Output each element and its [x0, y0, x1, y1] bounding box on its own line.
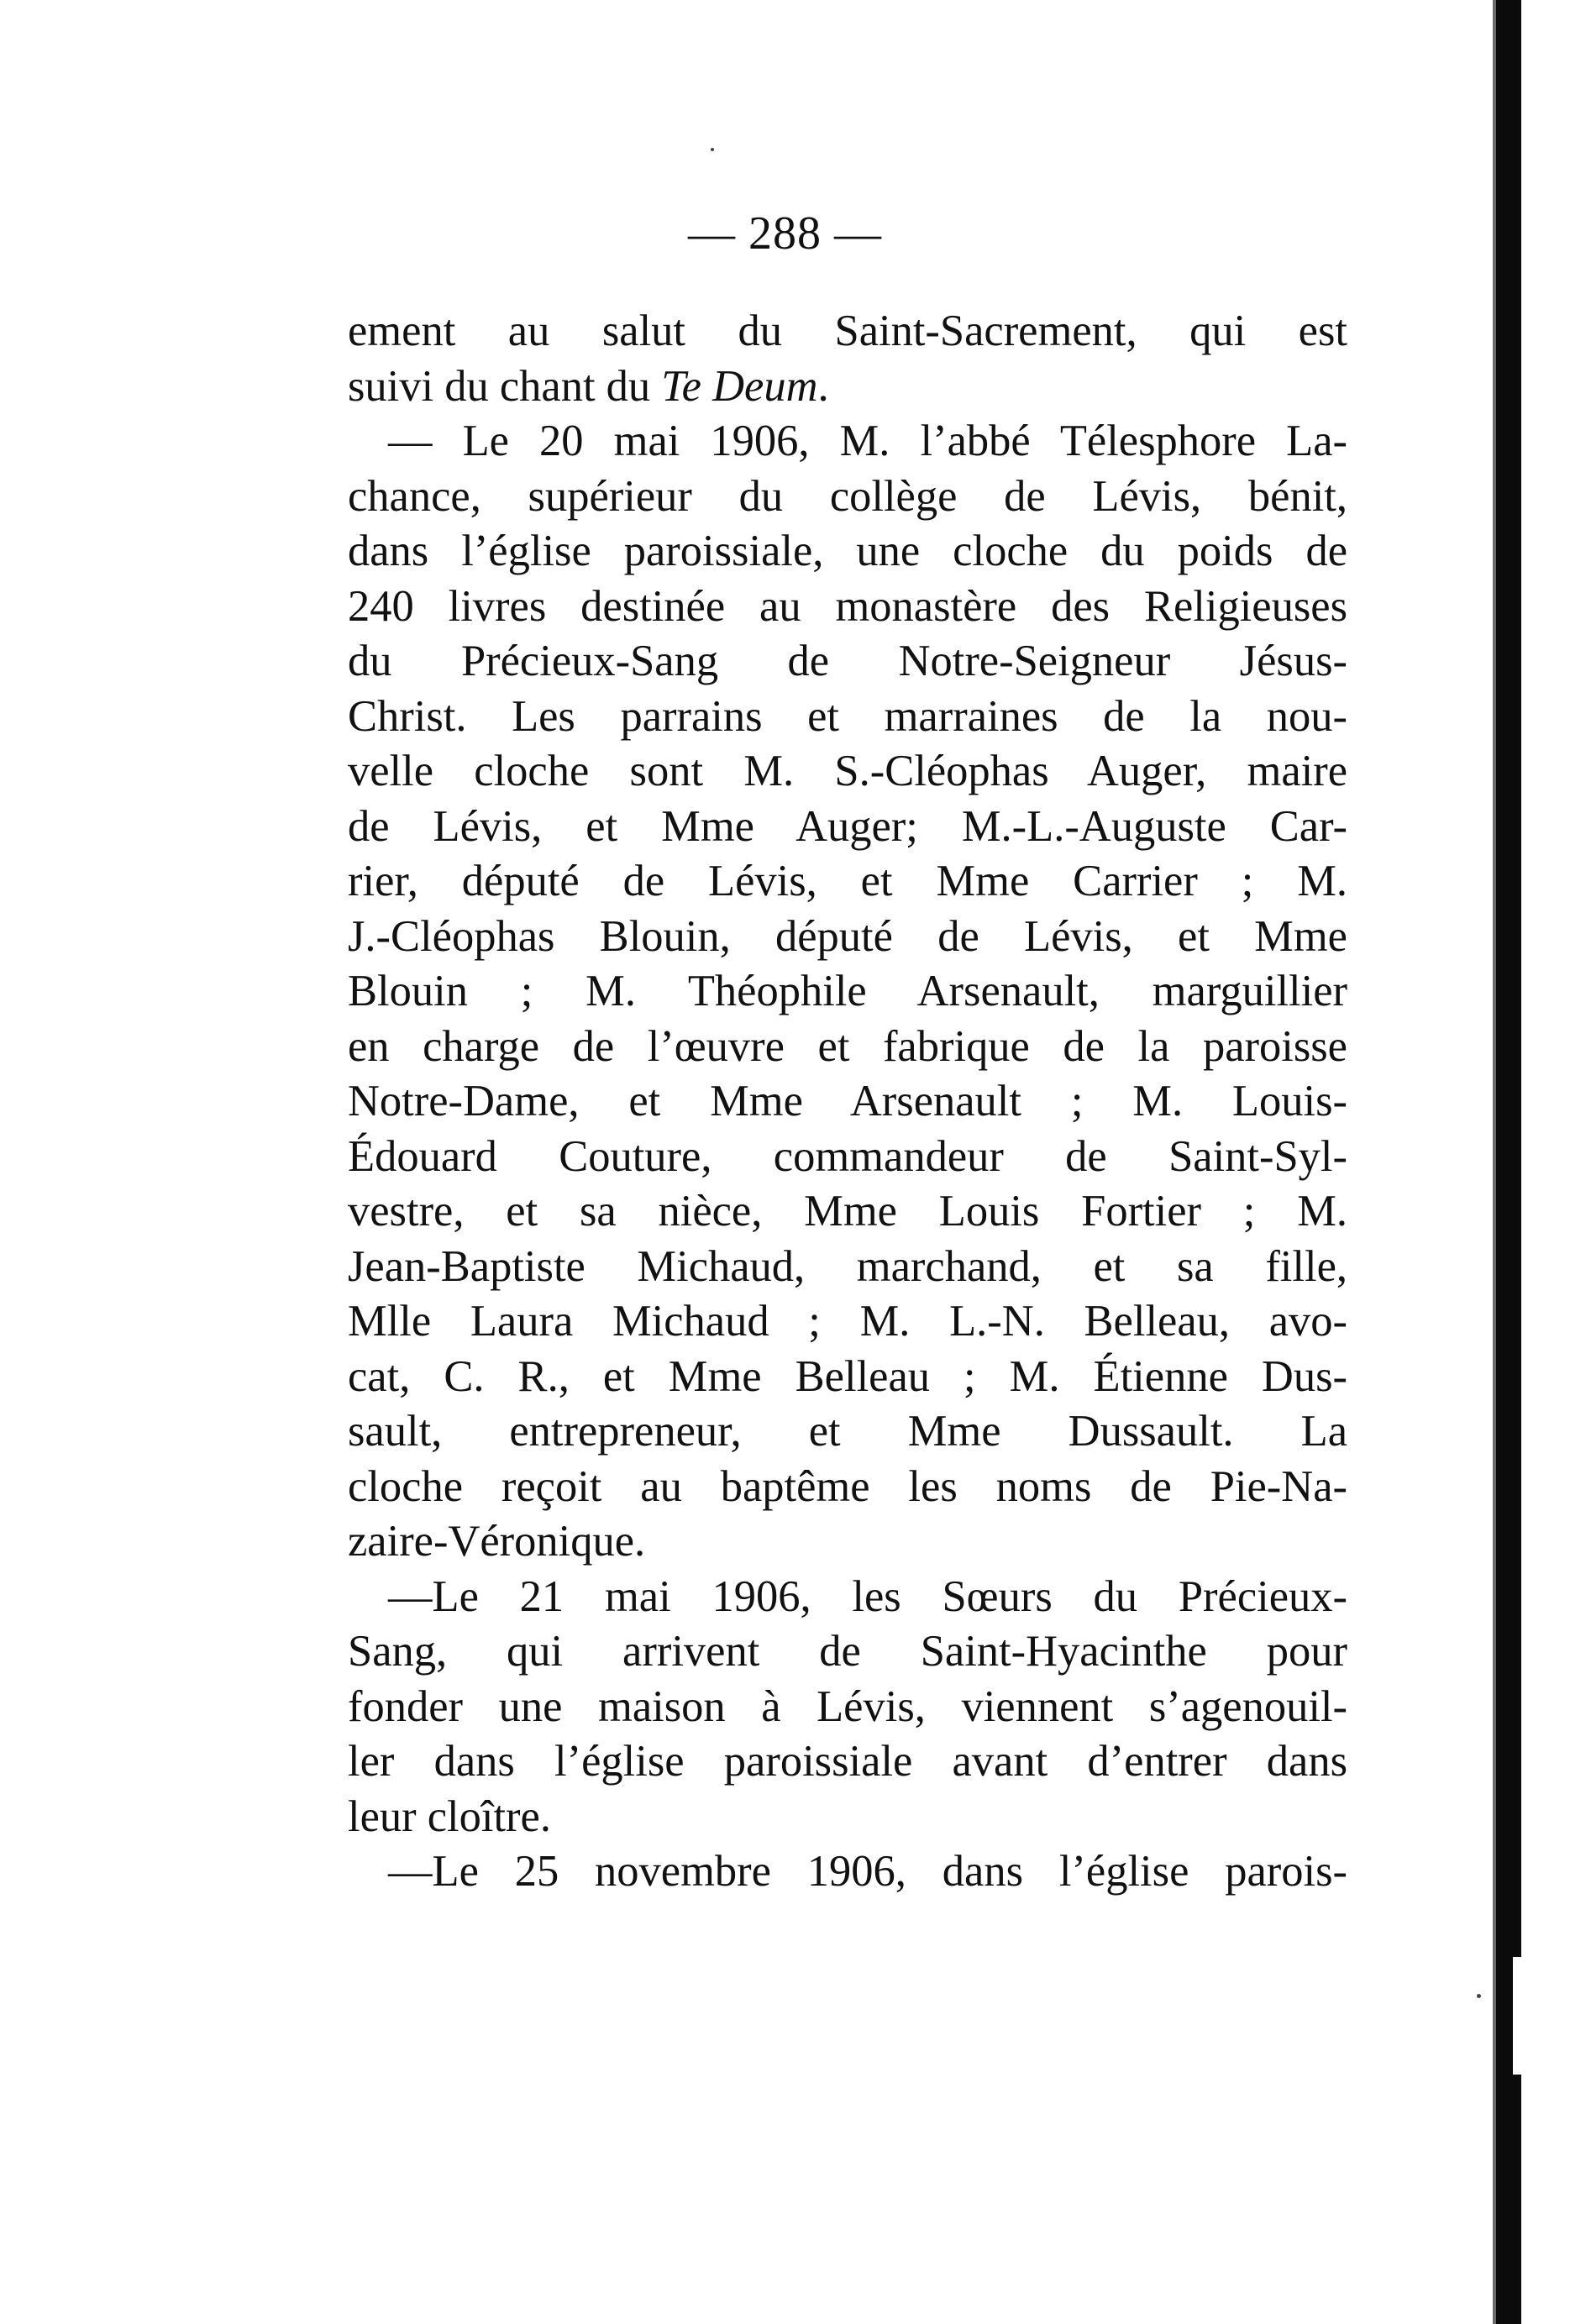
- body-text: [348, 304, 1347, 1900]
- text-line: rier, député de Lévis, et Mme Carrier ; M.: [348, 857, 1347, 905]
- text-line: J.-Cléophas Blouin, député de Lévis, et Mme: [348, 911, 1347, 961]
- text-line: cloche reçoit au baptême les noms de Pie-Na-: [348, 1461, 1347, 1511]
- text-line: Blouin ; M. Théophile Arsenault, marguillier: [348, 967, 1347, 1015]
- text-line: sault, entrepreneur, et Mme Dussault. La: [348, 1407, 1347, 1456]
- text-line: chance, supérieur du collège de Lévis, bénit,: [348, 471, 1347, 521]
- text-line: —Le 21 mai 1906, les Sœurs du Précieux-: [388, 1571, 1347, 1621]
- text-line: de Lévis, et Mme Auger; M.-L.-Auguste Car-: [348, 801, 1347, 851]
- text-line: en charge de l’œuvre et fabrique de la paroisse: [348, 1021, 1347, 1071]
- text-line: cat, C. R., et Mme Belleau ; M. Étienne Dus-: [348, 1351, 1347, 1401]
- text-line: leur cloître.: [348, 1792, 551, 1841]
- page-number: — 288 —: [688, 207, 882, 260]
- text-line: —Le 25 novembre 1906, dans l’église parois-: [388, 1847, 1347, 1896]
- text-line: velle cloche sont M. S.-Cléophas Auger, maire: [348, 747, 1347, 795]
- text-line: Mlle Laura Michaud ; M. L.-N. Belleau, avo-: [348, 1297, 1347, 1346]
- text-line: Édouard Couture, commandeur de Saint-Syl-: [348, 1131, 1347, 1181]
- text-line: zaire-Véronique.: [348, 1517, 646, 1566]
- text-line: Notre-Dame, et Mme Arsenault ; M. Louis-: [348, 1077, 1347, 1125]
- text-line: Jean-Baptiste Michaud, marchand, et sa fille,: [348, 1241, 1347, 1291]
- dust-speck: [1477, 1994, 1481, 1998]
- text-line: ler dans l’église paroissiale avant d’entrer dans: [348, 1737, 1347, 1786]
- text-line: ement au salut du Saint-Sacrement, qui est: [348, 307, 1347, 355]
- text-line: 240 livres destinée au monastère des Religieuses: [348, 581, 1347, 631]
- text-line: fonder une maison à Lévis, viennent s’agenouil-: [348, 1681, 1347, 1731]
- text-line: vestre, et sa nièce, Mme Louis Fortier ; M.: [348, 1187, 1347, 1235]
- text-line: Sang, qui arrivent de Saint-Hyacinthe pour: [348, 1627, 1347, 1676]
- binding-gap: [1513, 1957, 1521, 2075]
- text-line: — Le 20 mai 1906, M. l’abbé Télesphore La-: [388, 417, 1347, 465]
- text-line: dans l’église paroissiale, une cloche du poids de: [348, 527, 1347, 575]
- dust-speck: [711, 148, 714, 151]
- text-line: du Précieux-Sang de Notre-Seigneur Jésus-: [348, 637, 1347, 685]
- text-line: Christ. Les parrains et marraines de la nou-: [348, 691, 1347, 741]
- italic-phrase: Te Deum: [661, 361, 818, 411]
- text-line: suivi du chant du Te Deum.: [348, 361, 829, 411]
